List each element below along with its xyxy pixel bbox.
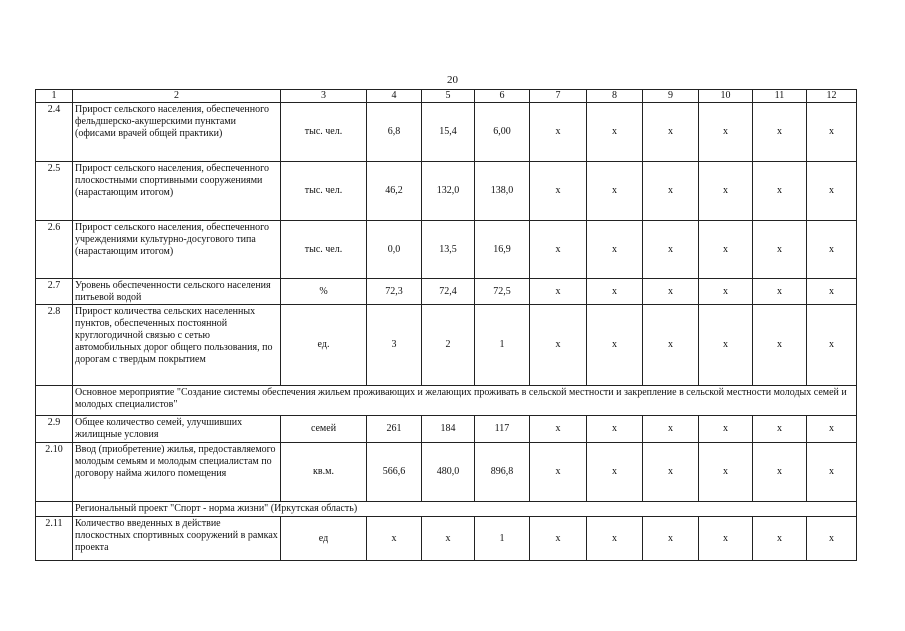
row-number: 2.6: [36, 221, 73, 279]
value-cell: x: [807, 517, 857, 561]
table-row: [36, 221, 857, 279]
row-number: 2.4: [36, 103, 73, 162]
indicator-name: Прирост сельского населения, обеспеченного плоскостными спортивными сооружениями (нарастающим итогом): [73, 162, 281, 221]
value-cell: 138,0: [475, 162, 530, 221]
value-cell: 3: [367, 305, 422, 386]
value-cell: x: [643, 162, 699, 221]
indicator-name: Прирост сельского населения, обеспеченного учреждениями культурно-досугового типа (нарастающим итогом): [73, 221, 281, 279]
value-cell: x: [643, 279, 699, 305]
value-cell: x: [753, 517, 807, 561]
value-cell: x: [530, 103, 587, 162]
value-cell: x: [753, 279, 807, 305]
header-cell: 11: [753, 90, 807, 103]
section-spacer: [36, 386, 73, 416]
value-cell: x: [587, 279, 643, 305]
header-cell: 1: [36, 90, 73, 103]
section-row: [36, 386, 857, 416]
unit-cell: %: [281, 279, 367, 305]
value-cell: x: [807, 305, 857, 386]
header-cell: 5: [422, 90, 475, 103]
value-cell: x: [753, 162, 807, 221]
value-cell: x: [807, 103, 857, 162]
value-cell: x: [587, 416, 643, 443]
value-cell: x: [699, 221, 753, 279]
value-cell: x: [643, 416, 699, 443]
value-cell: x: [587, 517, 643, 561]
header-cell: 4: [367, 90, 422, 103]
value-cell: 117: [475, 416, 530, 443]
value-cell: 46,2: [367, 162, 422, 221]
unit-cell: ед: [281, 517, 367, 561]
value-cell: x: [530, 221, 587, 279]
indicator-name: Ввод (приобретение) жилья, предоставляемого молодым семьям и молодым специалистам по договору найма жилого помещения: [73, 443, 281, 502]
value-cell: 13,5: [422, 221, 475, 279]
value-cell: x: [587, 305, 643, 386]
header-cell: 12: [807, 90, 857, 103]
value-cell: x: [643, 305, 699, 386]
indicator-name: Прирост сельского населения, обеспеченного фельдшерско-акушерскими пунктами (офисами врачей общей практики): [73, 103, 281, 162]
value-cell: 2: [422, 305, 475, 386]
header-cell: 6: [475, 90, 530, 103]
value-cell: x: [699, 443, 753, 502]
unit-cell: тыс. чел.: [281, 103, 367, 162]
value-cell: x: [530, 305, 587, 386]
indicators-table: [35, 89, 857, 561]
value-cell: x: [699, 305, 753, 386]
unit-cell: тыс. чел.: [281, 221, 367, 279]
row-number: 2.5: [36, 162, 73, 221]
value-cell: x: [699, 279, 753, 305]
value-cell: x: [753, 443, 807, 502]
value-cell: x: [530, 162, 587, 221]
value-cell: x: [699, 416, 753, 443]
value-cell: x: [807, 443, 857, 502]
table-row: [36, 103, 857, 162]
value-cell: x: [699, 162, 753, 221]
table-row: [36, 279, 857, 305]
value-cell: 6,8: [367, 103, 422, 162]
value-cell: x: [587, 162, 643, 221]
value-cell: x: [643, 221, 699, 279]
value-cell: 6,00: [475, 103, 530, 162]
indicator-name: Уровень обеспеченности сельского населения питьевой водой: [73, 279, 281, 305]
value-cell: x: [367, 517, 422, 561]
value-cell: x: [753, 416, 807, 443]
value-cell: x: [422, 517, 475, 561]
value-cell: 1: [475, 305, 530, 386]
value-cell: x: [530, 443, 587, 502]
header-cell: 7: [530, 90, 587, 103]
value-cell: x: [587, 221, 643, 279]
unit-cell: ед.: [281, 305, 367, 386]
value-cell: 480,0: [422, 443, 475, 502]
unit-cell: семей: [281, 416, 367, 443]
header-cell: 2: [73, 90, 281, 103]
value-cell: 261: [367, 416, 422, 443]
row-number: 2.9: [36, 416, 73, 443]
row-number: 2.8: [36, 305, 73, 386]
section-spacer: [36, 502, 73, 517]
value-cell: 0,0: [367, 221, 422, 279]
section-title: Региональный проект "Спорт - норма жизни" (Иркутская область): [73, 502, 857, 517]
indicator-name: Количество введенных в действие плоскостных спортивных сооружений в рамках проекта: [73, 517, 281, 561]
table-row: [36, 517, 857, 561]
header-cell: 3: [281, 90, 367, 103]
value-cell: x: [587, 103, 643, 162]
value-cell: x: [753, 221, 807, 279]
value-cell: 184: [422, 416, 475, 443]
value-cell: x: [807, 279, 857, 305]
table-row: [36, 305, 857, 386]
value-cell: 72,3: [367, 279, 422, 305]
row-number: 2.7: [36, 279, 73, 305]
indicator-name: Прирост количества сельских населенных пунктов, обеспеченных постоянной круглогодичной связью с сетью автомобильных дорог общего пользования, по дорогам с твердым покрытием: [73, 305, 281, 386]
value-cell: 72,5: [475, 279, 530, 305]
unit-cell: кв.м.: [281, 443, 367, 502]
header-cell: 9: [643, 90, 699, 103]
value-cell: x: [530, 279, 587, 305]
value-cell: x: [753, 103, 807, 162]
row-number: 2.11: [36, 517, 73, 561]
section-title: Основное мероприятие "Создание системы обеспечения жильем проживающих и желающих проживать в сельской местности и закрепление в сельской местности молодых семей и молодых специалистов": [73, 386, 857, 416]
unit-cell: тыс. чел.: [281, 162, 367, 221]
value-cell: 16,9: [475, 221, 530, 279]
value-cell: 72,4: [422, 279, 475, 305]
section-row: [36, 502, 857, 517]
value-cell: x: [530, 416, 587, 443]
value-cell: x: [643, 443, 699, 502]
value-cell: x: [699, 103, 753, 162]
value-cell: x: [807, 221, 857, 279]
value-cell: x: [807, 416, 857, 443]
value-cell: 566,6: [367, 443, 422, 502]
page-number: 20: [447, 74, 458, 86]
table-header-row: [36, 90, 857, 103]
row-number: 2.10: [36, 443, 73, 502]
value-cell: x: [643, 517, 699, 561]
value-cell: x: [753, 305, 807, 386]
value-cell: x: [643, 103, 699, 162]
value-cell: 15,4: [422, 103, 475, 162]
header-cell: 10: [699, 90, 753, 103]
value-cell: x: [807, 162, 857, 221]
value-cell: 132,0: [422, 162, 475, 221]
table-row: [36, 416, 857, 443]
header-cell: 8: [587, 90, 643, 103]
value-cell: x: [530, 517, 587, 561]
value-cell: x: [587, 443, 643, 502]
table-row: [36, 162, 857, 221]
value-cell: 1: [475, 517, 530, 561]
value-cell: x: [699, 517, 753, 561]
table-row: [36, 443, 857, 502]
value-cell: 896,8: [475, 443, 530, 502]
indicator-name: Общее количество семей, улучшивших жилищные условия: [73, 416, 281, 443]
